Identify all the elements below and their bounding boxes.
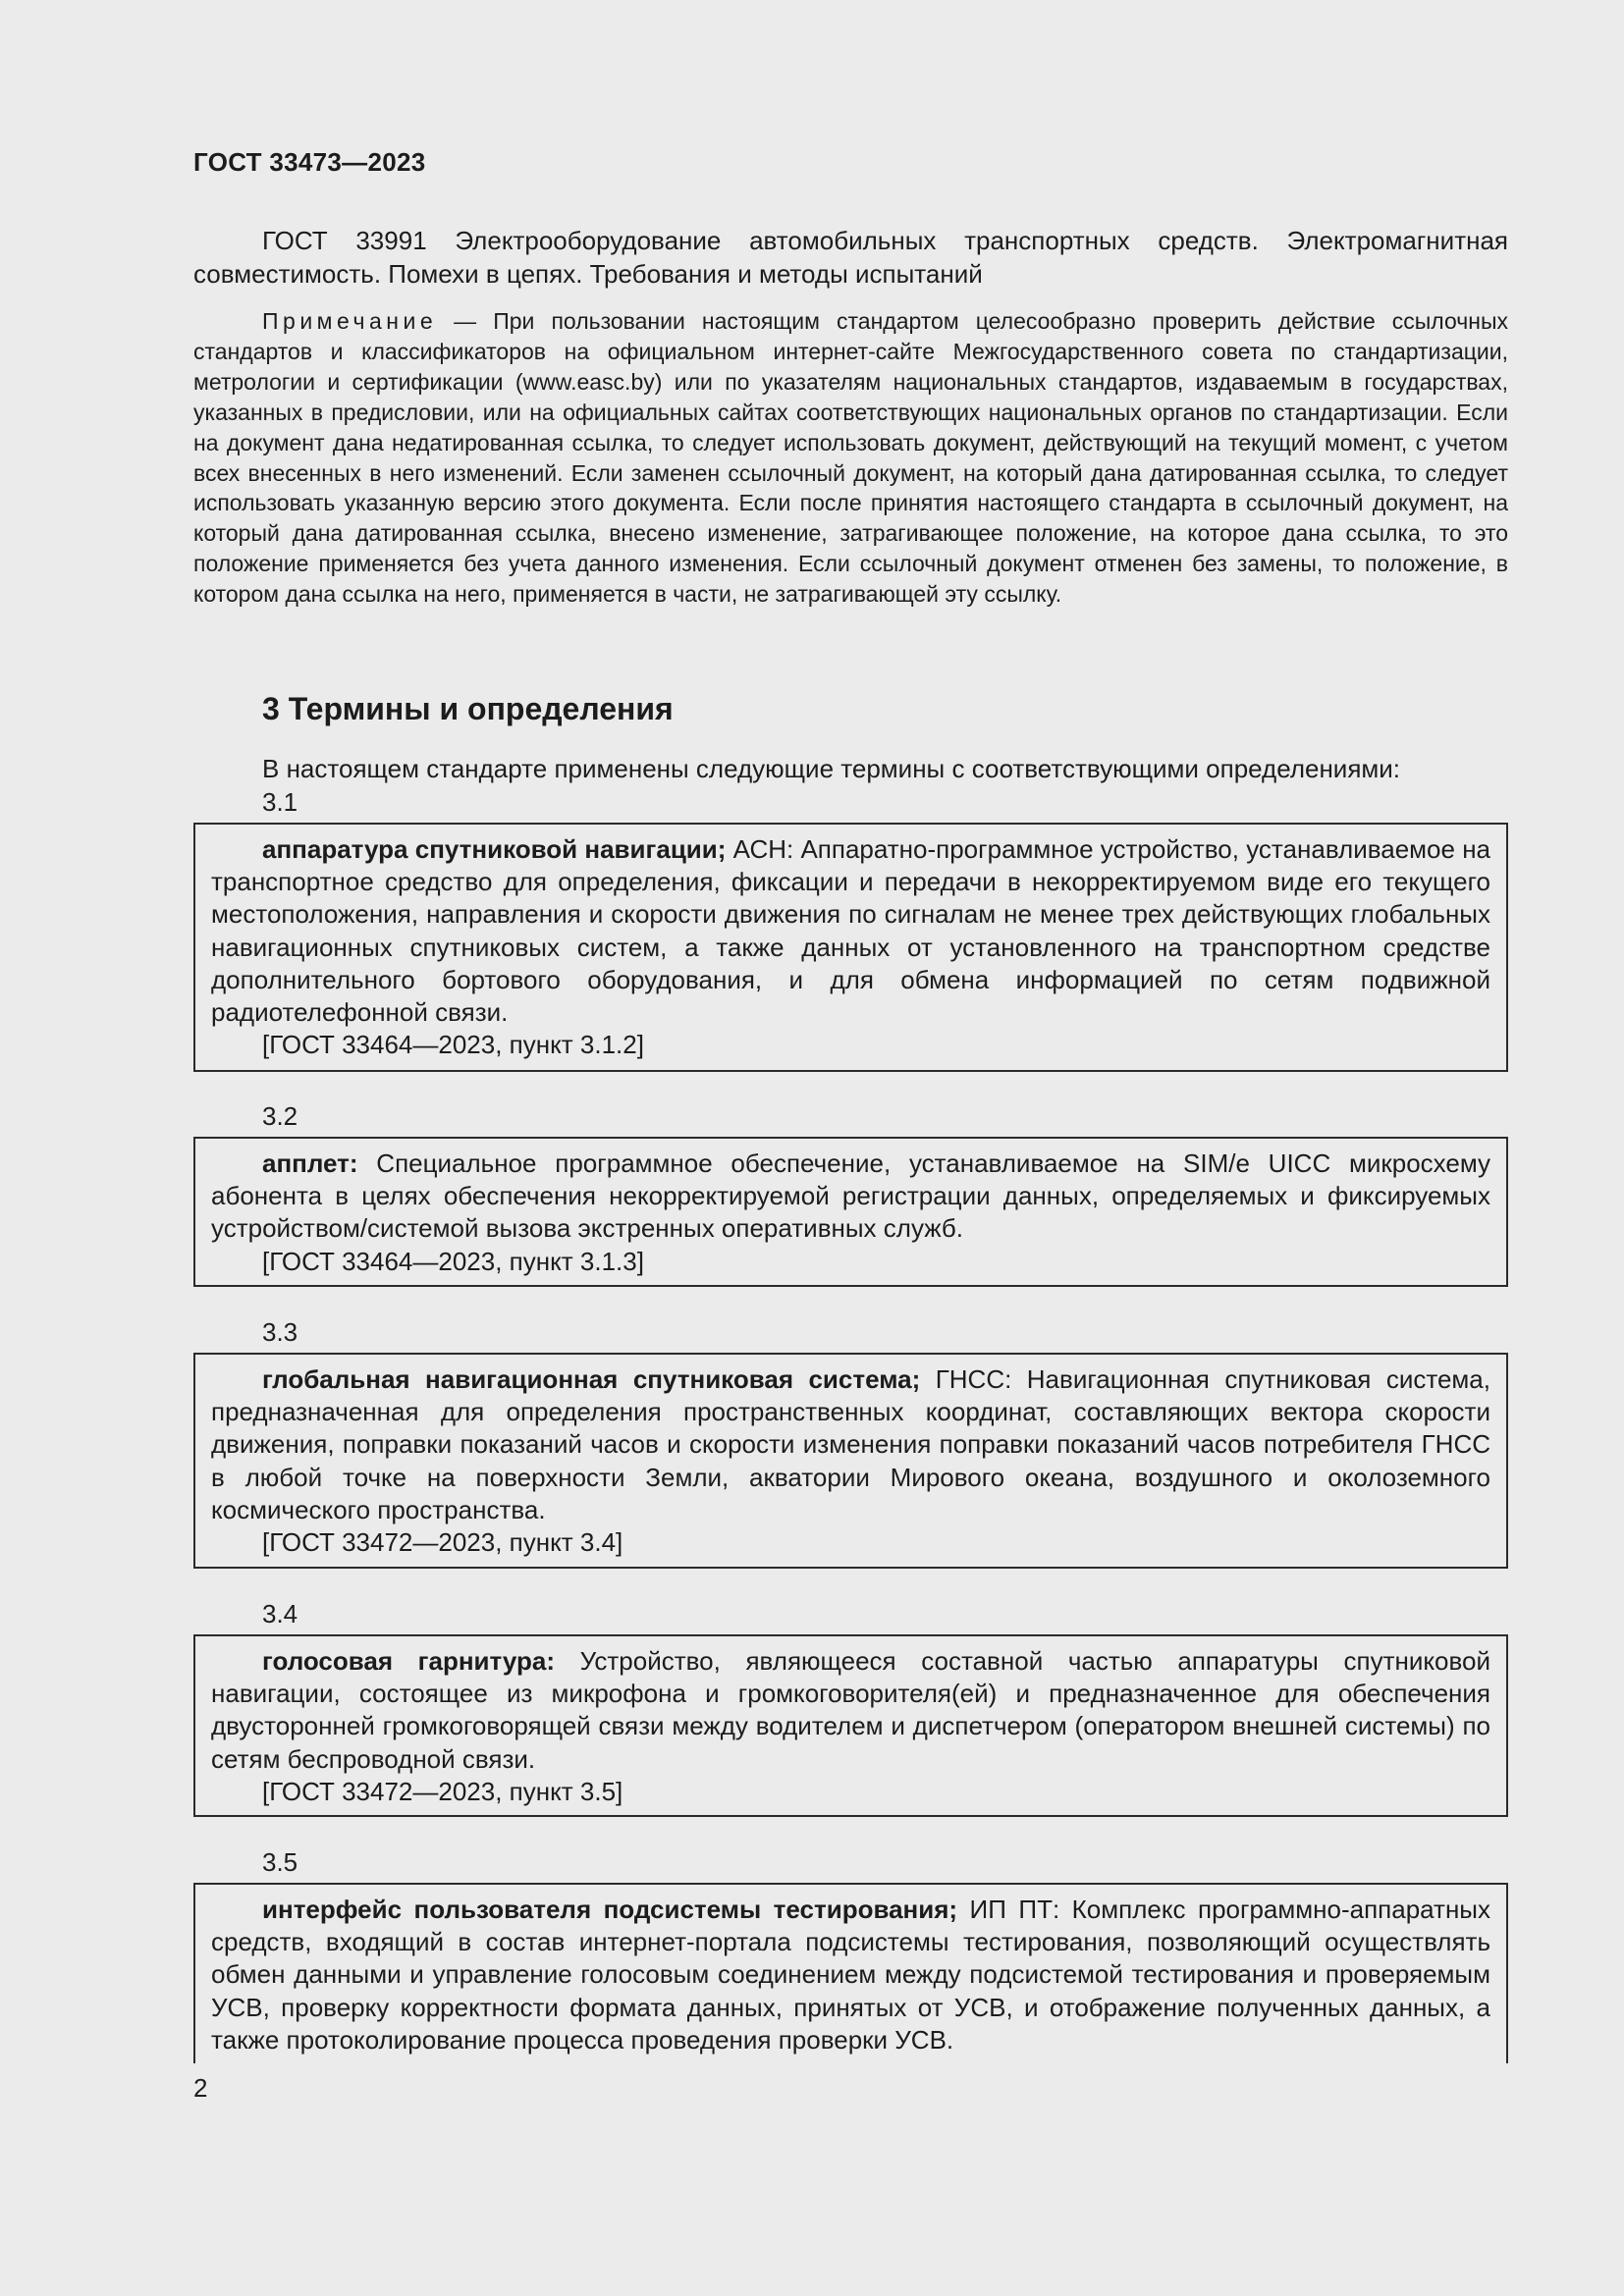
term-number: 3.1 [262, 787, 298, 817]
term-number: 3.3 [262, 1317, 298, 1347]
term-number: 3.5 [262, 1847, 298, 1877]
document-code-header: ГОСТ 33473—2023 [193, 147, 426, 177]
note-label: Примечание [262, 308, 438, 334]
section-heading: 3 Термины и определения [262, 691, 674, 726]
term-definition [211, 833, 1490, 1029]
term-box [193, 1883, 1508, 2063]
term-definition [211, 1148, 1490, 1246]
term-source: [ГОСТ 33464—2023, пункт 3.1.2] [262, 1030, 644, 1060]
note-text: — При пользовании настоящим стандартом целесообразно проверить действие ссылочных стандартов и классификаторов на официальном интернет-сайте Межгосударственного совета по стандартизации, метрологии и сертификации (www.easc.by) или по указателям национальных стандартов, издаваемым в государствах, указанных в предисловии, или на официальных сайтах соответствующих национальных органов по стандартизации. Если на документ дана недатированная ссылка, то следует использовать документ, действующий на текущий момент, с учетом всех внесенных в него изменений. Если заменен ссылочный документ, на который дана датированная ссылка, то следует использовать указанную версию этого документа. Если после принятия настоящего стандарта в ссылочный документ, на который дана датированная ссылка, внесено изменение, затрагивающее положение, на которое дана ссылка, то это положение применяется без учета данного изменения. Если ссылочный документ отменен без замены, то положение, в котором дана ссылка на него, применяется в части, не затрагивающей эту ссылку. [193, 308, 1508, 608]
term-box [193, 1137, 1508, 1287]
reference-note [193, 306, 1508, 610]
term-source: [ГОСТ 33464—2023, пункт 3.1.3] [262, 1246, 644, 1276]
section-intro: В настоящем стандарте применены следующие термины с соответствующими определениями: [262, 754, 1401, 783]
definition-text: ИП ПТ: Комплекс программно-аппаратных средств, входящий в состав интернет-портала подсистемы тестирования, позволяющий осуществлять обмен данными и управление голосовым соединением между подсистемой тестирования и проверяемым УСВ, проверку корректности формата данных, принятых от УСВ, и отображение полученных данных, а также протоколирование процесса проведения проверки УСВ. [211, 1895, 1490, 2055]
term-definition [211, 1363, 1490, 1526]
definition-text: Устройство, являющееся составной частью аппаратуры спутниковой навигации, состоящее из микрофона и громкоговорителя(ей) и предназначенное для обеспечения двусторонней громкоговорящей связи между водителем и диспетчером (оператором внешней системы) по сетям беспроводной связи. [211, 1646, 1490, 1774]
page-number: 2 [193, 2073, 208, 2103]
term-number: 3.4 [262, 1599, 298, 1629]
normative-reference-entry: ГОСТ 33991 Электрооборудование автомобильных транспортных средств. Электромагнитная совместимость. Помехи в цепях. Требования и методы испытаний [193, 226, 1508, 289]
term-source: [ГОСТ 33472—2023, пункт 3.5] [262, 1776, 623, 1806]
definition-text: Специальное программное обеспечение, устанавливаемое на SIM/e UICC микросхему абонента в целях обеспечения некорректируемой регистрации данных, определяемых и фиксируемых устройством/системой вызова экстренных оперативных служб. [211, 1148, 1490, 1244]
definition-text: ГНСС: Навигационная спутниковая система, предназначенная для определения пространственных координат, составляющих вектора скорости движения, поправки показаний часов и скорости изменения поправки показаний часов потребителя ГНСС в любой точке на поверхности Земли, акватории Мирового океана, воздушного и околоземного космического пространства. [211, 1364, 1490, 1524]
term-name: аппаратура спутниковой навигации; [262, 834, 727, 864]
term-number: 3.2 [262, 1101, 298, 1131]
term-definition [211, 1645, 1490, 1776]
term-definition [211, 1894, 1490, 2056]
term-source: [ГОСТ 33472—2023, пункт 3.4] [262, 1527, 623, 1558]
term-box [193, 823, 1508, 1072]
term-box [193, 1634, 1508, 1817]
term-name: апплет: [262, 1148, 358, 1178]
term-box [193, 1353, 1508, 1569]
term-name: голосовая гарнитура: [262, 1646, 556, 1676]
definition-text: АСН: Аппаратно-программное устройство, устанавливаемое на транспортное средство для определения, фиксации и передачи в некорректируемом виде его текущего местоположения, направления и скорости движения по сигналам не менее трех действующих глобальных навигационных спутниковых систем, а также данных от установленного на транспортном средстве дополнительного бортового оборудования, и для обмена информацией по сетям подвижной радиотелефонной связи. [211, 834, 1491, 1028]
term-name: глобальная навигационная спутниковая система; [262, 1364, 921, 1394]
term-name: интерфейс пользователя подсистемы тестирования; [262, 1895, 958, 1924]
